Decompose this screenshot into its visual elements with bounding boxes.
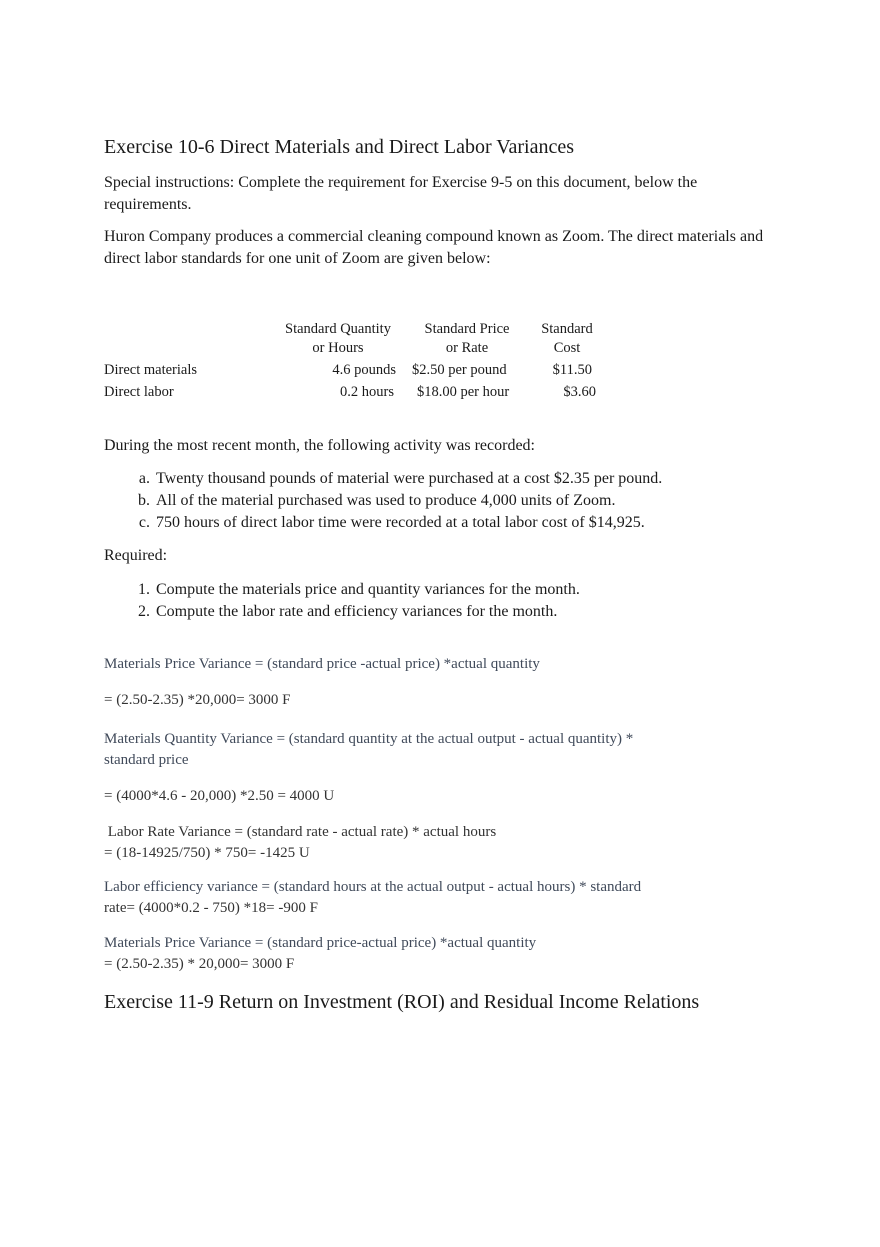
labor-rate-variance-calc: = (18-14925/750) * 750= -1425 U — [104, 845, 310, 861]
list-item: a. Twenty thousand pounds of material were purchased at a cost $2.35 per pound. — [138, 470, 663, 487]
row-label: Direct materials — [104, 362, 197, 378]
row-cost: $11.50 — [552, 362, 592, 378]
exercise-title: Exercise 10-6 Direct Materials and Direct Labor Variances — [104, 136, 574, 158]
list-item: c. 750 hours of direct labor time were recorded at a total labor cost of $14,925. — [138, 514, 645, 531]
row-label: Direct labor — [104, 384, 174, 400]
list-item: 1. Compute the materials price and quantity variances for the month. — [138, 581, 580, 598]
labor-rate-variance-formula: Labor Rate Variance = (standard rate - actual rate) * actual hours — [104, 824, 497, 840]
materials-price-variance-calc: = (2.50-2.35) *20,000= 3000 F — [104, 692, 291, 708]
row-price: $18.00 per hour — [417, 384, 510, 400]
required-label: Required: — [104, 547, 168, 564]
header-qty: Standard Quantity or Hours — [285, 321, 391, 356]
header-cost: Standard Cost — [541, 321, 593, 356]
row-cost: $3.60 — [563, 384, 596, 400]
header-price: Standard Price or Rate — [424, 321, 510, 356]
materials-price-variance-formula: Materials Price Variance = (standard price -actual price) *actual quantity — [104, 656, 540, 672]
row-qty: 0.2 hours — [340, 384, 394, 400]
materials-price-variance-calc-2: = (2.50-2.35) * 20,000= 3000 F — [104, 956, 295, 972]
required-list — [138, 579, 580, 623]
intro-paragraph: Huron Company produces a commercial cleaning compound known as Zoom. The direct materials and direct labor standards for one unit of Zoom are given below: — [104, 228, 764, 267]
list-item: 2. Compute the labor rate and efficiency variances for the month. — [138, 603, 558, 620]
row-qty: 4.6 pounds — [332, 362, 396, 378]
exercise-2-title: Exercise 11-9 Return on Investment (ROI) and Residual Income Relations — [104, 991, 700, 1013]
row-price: $2.50 per pound — [412, 362, 507, 378]
materials-quantity-variance-calc: = (4000*4.6 - 20,000) *2.50 = 4000 U — [104, 788, 335, 804]
materials-quantity-variance-formula: Materials Quantity Variance = (standard quantity at the actual output - actual quantity) * standard price — [104, 731, 634, 768]
activity-list — [138, 468, 663, 534]
list-item: b. All of the material purchased was used to produce 4,000 units of Zoom. — [138, 492, 616, 509]
materials-price-variance-formula-2: Materials Price Variance = (standard price-actual price) *actual quantity — [104, 935, 537, 951]
labor-efficiency-variance-formula: Labor efficiency variance = (standard hours at the actual output - actual hours) * standard — [104, 879, 642, 895]
activity-intro: During the most recent month, the following activity was recorded: — [104, 437, 535, 454]
labor-efficiency-variance-calc: rate= (4000*0.2 - 750) *18= -900 F — [104, 900, 318, 916]
special-instructions: Special instructions: Complete the requirement for Exercise 9-5 on this document, below the requirements. — [104, 174, 698, 213]
